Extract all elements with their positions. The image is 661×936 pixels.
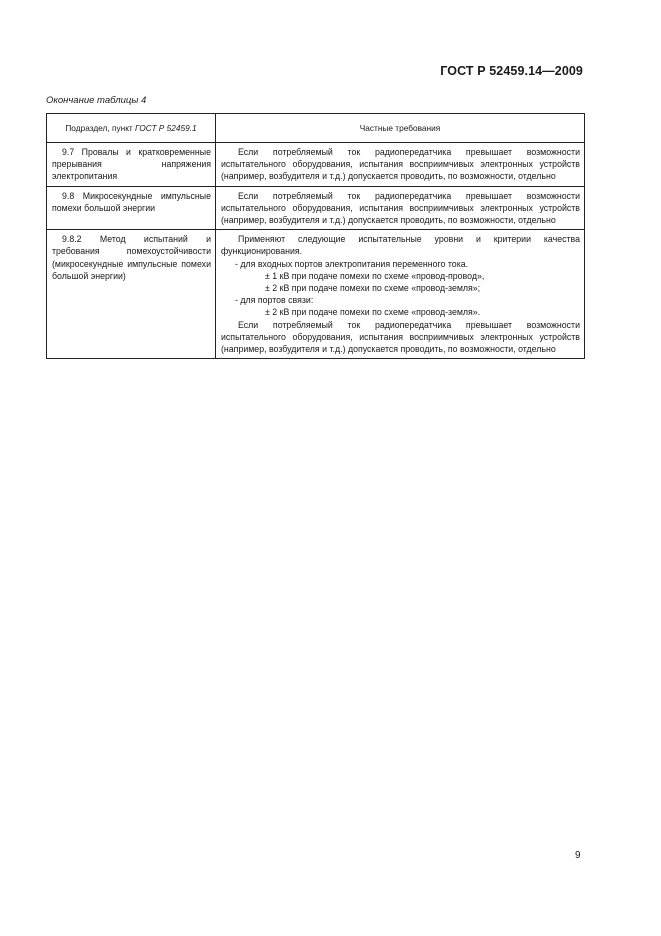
clause-cell: 9.7 Провалы и кратковременные прерывания напряжения электропитания [47, 143, 216, 187]
requirement-cell [216, 186, 585, 230]
column-header-requirements: Частные требования [216, 114, 585, 143]
requirements-table [46, 113, 585, 359]
page-number: 9 [575, 850, 581, 861]
list-item-ac-ports: - для входных портов электропитания переменного тока. [235, 258, 469, 269]
document-code-header: ГОСТ Р 52459.14—2009 [440, 64, 583, 78]
requirement-cell [216, 230, 585, 359]
requirement-text: Если потребляемый ток радиопередатчика превышает возможности испытательного оборудования, испытания восприимчивых электронных устройств (например, возбудителя и т.д.) допускается проводить, по возможности, отдельно [221, 190, 580, 226]
column-header-clause-prefix: Подраздел, пункт [65, 122, 136, 133]
table-header-row [47, 114, 585, 143]
clause-cell: 9.8 Микросекундные импульсные помехи большой энергии [47, 186, 216, 230]
requirement-text: Если потребляемый ток радиопередатчика превышает возможности испытательного оборудования, испытания восприимчивых электронных устройств (например, возбудителя и т.д.) допускается проводить, по возможности, отдельно [221, 319, 580, 355]
table-row [47, 186, 585, 230]
list-item-comm-ports: - для портов связи: [235, 295, 314, 306]
list-subitem: ± 1 кВ при подаче помехи по схеме «провод-провод», [265, 270, 485, 281]
requirement-cell [216, 143, 585, 187]
table-row [47, 143, 585, 187]
requirement-text: Если потребляемый ток радиопередатчика превышает возможности испытательного оборудования, испытания восприимчивых электронных устройств (например, возбудителя и т.д.) допускается проводить, по возможности, отдельно [221, 147, 580, 182]
column-header-clause [47, 114, 216, 143]
requirement-intro: Применяют следующие испытательные уровни и критерии качества функционирования. [221, 234, 580, 257]
list-subitem: ± 2 кВ при подаче помехи по схеме «провод-земля»; [265, 283, 481, 294]
column-header-clause-standard: ГОСТ Р 52459.1 [135, 122, 197, 133]
list-subitem: ± 2 кВ при подаче помехи по схеме «провод-земля». [265, 307, 481, 318]
table-row [47, 230, 585, 359]
table-caption: Окончание таблицы 4 [46, 95, 147, 106]
clause-cell: 9.8.2 Метод испытаний и требования помехоустойчивости (микросекундные импульсные помехи большой энергии) [47, 230, 216, 359]
